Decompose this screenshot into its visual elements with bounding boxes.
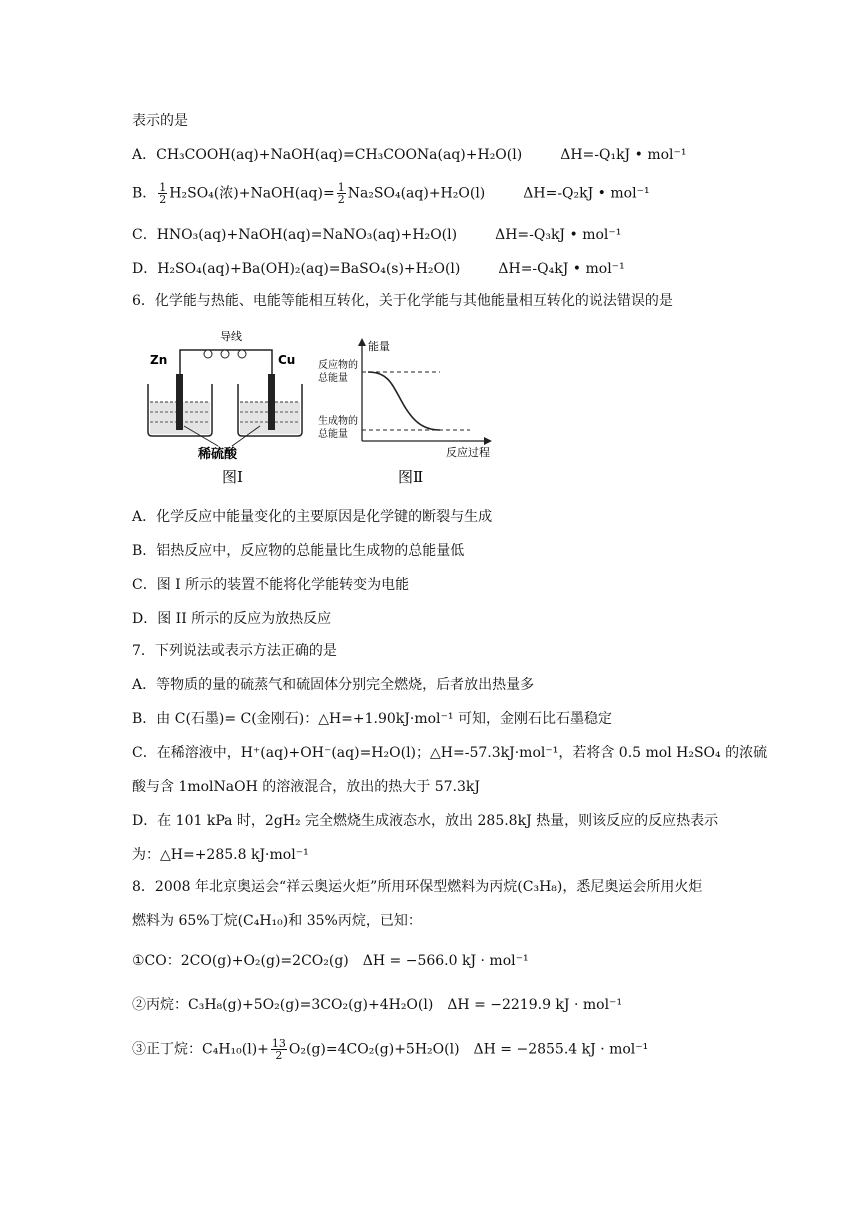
products-label: 总能量: [318, 429, 348, 440]
option-a-q5: A．CH₃COOH(aq)+NaOH(aq)=CH₃COONa(aq)+H₂O(l) ΔH=-Q₁kJ • mol⁻¹: [132, 147, 687, 163]
fraction-13-over-2: $\frac{13}{2}$: [271, 1037, 286, 1062]
option-d-q6: D．图 II 所示的反应为放热反应: [132, 611, 332, 627]
wire-label: 导线: [220, 330, 242, 343]
cu-electrode: [268, 374, 275, 430]
x-axis-label: 反应过程: [446, 446, 490, 459]
wire-bulb: [221, 350, 229, 358]
fraction-half: $\frac{1}{2}$: [337, 181, 345, 206]
option-b-q7: B．由 C(石墨)= C(金刚石)：△H=+1.90kJ·mol⁻¹ 可知，金刚石比石墨稳定: [132, 711, 612, 727]
option-c-q7-cont: 酸与含 1molNaOH 的溶液混合，放出的热大于 57.3kJ: [132, 779, 480, 795]
zn-label: Zn: [150, 353, 168, 367]
acid-label: 稀硫酸: [198, 447, 238, 462]
text-line: 表示的是: [132, 113, 188, 129]
option-b-q5: B． $\frac{1}{2}$ H₂SO₄(浓)+NaOH(aq)= $\frac{1}{2}$ Na₂SO₄(aq)+H₂O(l) ΔH=-Q₂kJ • mol⁻¹: [132, 181, 650, 206]
option-d-q7: D．在 101 kPa 时，2gH₂ 完全燃烧生成液态水，放出 285.8kJ 热量，则该反应的反应热表示: [132, 813, 719, 829]
reaction-1: ①CO：2CO(g)+O₂(g)=2CO₂(g) ΔH = −566.0 kJ · mol⁻¹: [132, 953, 529, 969]
wire-bulb: [204, 350, 212, 358]
option-d-q7-cont: 为：△H=+285.8 kJ·mol⁻¹: [132, 847, 309, 863]
option-c-q6: C．图 I 所示的装置不能将化学能转变为电能: [132, 577, 410, 593]
option-a-q7: A．等物质的量的硫蒸气和硫固体分别完全燃烧，后者放出热量多: [132, 677, 535, 693]
reaction-3: ③正丁烷：C₄H₁₀(l)+ $\frac{13}{2}$ O₂(g)=4CO₂(g)+5H₂O(l) ΔH = −2855.4 kJ · mol⁻¹: [132, 1037, 649, 1062]
option-d-q5: D．H₂SO₄(aq)+Ba(OH)₂(aq)=BaSO₄(s)+H₂O(l) ΔH=-Q₄kJ • mol⁻¹: [132, 261, 625, 277]
cu-label: Cu: [278, 353, 296, 367]
zn-electrode: [176, 374, 183, 430]
figure-svg: [140, 326, 500, 486]
figure-galvanic-and-energy: [140, 326, 500, 486]
fraction-half: $\frac{1}{2}$: [159, 181, 167, 206]
wire-bulb: [238, 350, 246, 358]
figure-2-caption: 图Ⅱ: [398, 468, 424, 486]
question-7: 7．下列说法或表示方法正确的是: [132, 643, 337, 659]
option-b-q6: B．铝热反应中，反应物的总能量比生成物的总能量低: [132, 543, 465, 559]
option-c-q5: C．HNO₃(aq)+NaOH(aq)=NaNO₃(aq)+H₂O(l) ΔH=-Q₃kJ • mol⁻¹: [132, 227, 622, 243]
reactants-label: 反应物的: [318, 360, 358, 371]
option-a-q6: A．化学反应中能量变化的主要原因是化学键的断裂与生成: [132, 509, 493, 525]
y-axis-label: 能量: [368, 340, 390, 353]
question-8-cont: 燃料为 65%丁烷(C₄H₁₀)和 35%丙烷，已知：: [132, 913, 422, 929]
question-6: 6．化学能与热能、电能等能相互转化，关于化学能与其他能量相互转化的说法错误的是: [132, 293, 673, 309]
y-axis-arrow: [358, 338, 366, 346]
reactants-label: 总能量: [318, 373, 348, 384]
energy-curve: [368, 372, 440, 430]
question-8: 8．2008 年北京奥运会“祥云奥运火炬”所用环保型燃料为丙烷(C₃H₈)，悉尼奥运会所用火炬: [132, 879, 703, 895]
products-label: 生成物的: [318, 416, 358, 427]
x-axis-arrow: [484, 437, 492, 445]
reaction-2: ②丙烷：C₃H₈(g)+5O₂(g)=3CO₂(g)+4H₂O(l) ΔH = −2219.9 kJ · mol⁻¹: [132, 997, 623, 1013]
option-c-q7: C．在稀溶液中，H⁺(aq)+OH⁻(aq)=H₂O(l)；△H=-57.3kJ·mol⁻¹，若将含 0.5 mol H₂SO₄ 的浓硫: [132, 745, 768, 761]
figure-1-caption: 图Ⅰ: [222, 468, 243, 486]
